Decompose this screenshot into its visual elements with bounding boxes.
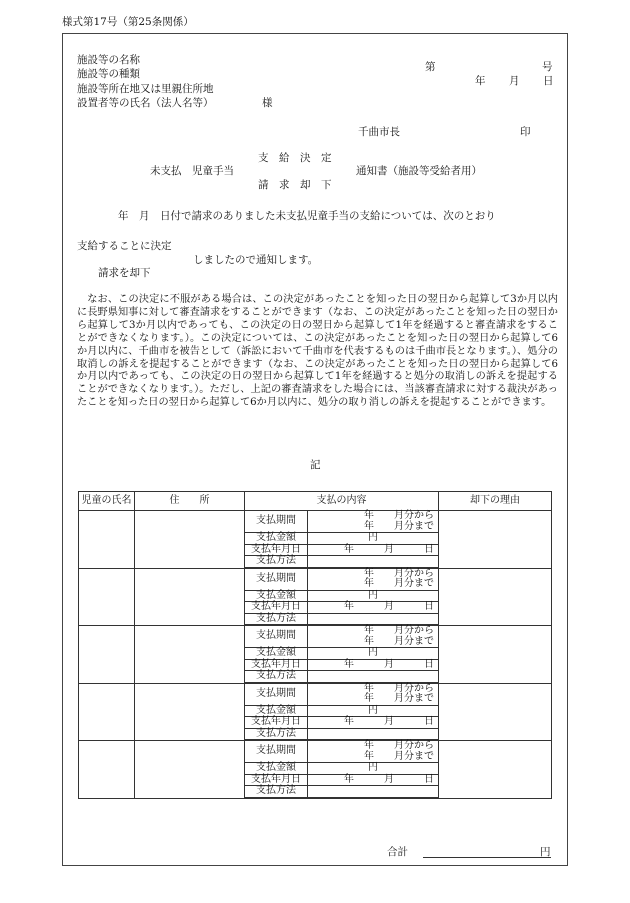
intro-option-reject: 請求を却下: [98, 267, 151, 279]
period-to: 年 月分まで: [308, 522, 439, 533]
amount-label: 支払金額: [245, 648, 308, 660]
founder-name-label: 設置者等の氏名（法人名等）: [77, 97, 214, 109]
header-address: 住 所: [135, 492, 245, 511]
date-value: 年 月 日: [308, 717, 439, 729]
total-blank-line: [423, 857, 551, 858]
date-label: 支払年月日: [245, 602, 308, 614]
amount-label: 支払金額: [245, 533, 308, 545]
address-cell[interactable]: [135, 683, 245, 741]
method-value[interactable]: [308, 786, 439, 798]
table-row: [79, 511, 552, 522]
method-label: 支払方法: [245, 728, 308, 740]
rejection-reason-cell[interactable]: [439, 683, 552, 741]
date-label: 支払年月日: [245, 659, 308, 671]
period-from: 年 月分から: [308, 568, 439, 579]
period-label: 支払期間: [245, 741, 308, 763]
amount-label: 支払金額: [245, 763, 308, 775]
period-label: 支払期間: [245, 626, 308, 648]
period-from: 年 月分から: [308, 741, 439, 752]
intro-line2: しましたので通知します。: [193, 254, 319, 266]
amount-unit: 円: [308, 590, 439, 602]
period-to: 年 月分まで: [308, 752, 439, 763]
period-from: 年 月分から: [308, 626, 439, 637]
doc-number-prefix: 第: [425, 61, 436, 73]
period-to: 年 月分まで: [308, 579, 439, 590]
amount-unit: 円: [308, 705, 439, 717]
rejection-reason-cell[interactable]: [439, 511, 552, 569]
seal-mark: 印: [520, 126, 531, 138]
title-option-reject: 請 求 却 下: [258, 179, 332, 191]
title-option-decide: 支 給 決 定: [258, 152, 332, 164]
amount-unit: 円: [308, 763, 439, 775]
date-value: 年 月 日: [308, 659, 439, 671]
date-label: 支払年月日: [245, 774, 308, 786]
method-value[interactable]: [308, 728, 439, 740]
rejection-reason-cell[interactable]: [439, 626, 552, 684]
facility-type-label: 施設等の種類: [77, 68, 140, 80]
address-cell[interactable]: [135, 626, 245, 684]
header-child-name: 児童の氏名: [79, 492, 135, 511]
date-value: 年 月 日: [308, 544, 439, 556]
ki-heading: 記: [310, 459, 321, 471]
address-cell[interactable]: [135, 511, 245, 569]
honorific: 様: [262, 97, 273, 109]
date-year: 年: [475, 75, 486, 87]
intro-line1: 年 月 日付で請求のありました未支払児童手当の支給については、次のとおり: [118, 210, 496, 222]
method-label: 支払方法: [245, 671, 308, 683]
amount-label: 支払金額: [245, 590, 308, 602]
intro-option-decide: 支給することに決定: [77, 240, 172, 252]
method-label: 支払方法: [245, 556, 308, 568]
date-value: 年 月 日: [308, 602, 439, 614]
method-value[interactable]: [308, 613, 439, 625]
rejection-reason-cell[interactable]: [439, 741, 552, 799]
child-name-cell[interactable]: [79, 683, 135, 741]
doc-number-suffix: 号: [542, 61, 553, 73]
period-label: 支払期間: [245, 683, 308, 705]
issuer-name: 千曲市長: [358, 126, 400, 138]
facility-address-label: 施設等所在地又は里親住所地: [77, 83, 214, 95]
appeal-notice: なお、この決定に不服がある場合は、この決定があったことを知った日の翌日から起算して3か月以内に長野県知事に対して審査請求をすることができます（なお、この決定があったことを知った日の翌日から起算して3か月以内であっても、この決定の日の翌日から起算して1年を経過すると審査請求をすることができなくなります。）。この決定については、この決定があったことを知った日の翌日から起算して6か月以内に、千曲市を被告として（訴訟において千曲市を代表するものは千曲市長となります。）、処分の取消しの訴えを提起することができます（なお、この決定があったことを知った日の翌日から起算して6か月以内であっても、この決定の日の翌日から起算して1年を経過すると処分の取消しの訴えを提起することができなくなります。）。ただし、上記の審査請求をした場合には、当該審査請求に対する裁決があったことを知った日の翌日から起算して6か月以内に、処分の取り消しの訴えを提起することができます。: [77, 294, 558, 409]
payment-table: [78, 491, 552, 799]
address-cell[interactable]: [135, 741, 245, 799]
period-label: 支払期間: [245, 568, 308, 590]
child-name-cell[interactable]: [79, 511, 135, 569]
method-label: 支払方法: [245, 613, 308, 625]
period-from: 年 月分から: [308, 683, 439, 694]
date-label: 支払年月日: [245, 544, 308, 556]
method-value[interactable]: [308, 671, 439, 683]
date-month: 月: [509, 75, 520, 87]
period-from: 年 月分から: [308, 511, 439, 522]
table-row: [79, 568, 552, 579]
period-label: 支払期間: [245, 511, 308, 533]
table-header-row: [79, 492, 552, 511]
rejection-reason-cell[interactable]: [439, 568, 552, 626]
date-value: 年 月 日: [308, 774, 439, 786]
total-unit: 円: [540, 846, 551, 858]
method-label: 支払方法: [245, 786, 308, 798]
header-payment-details: 支払の内容: [245, 492, 439, 511]
form-number: 様式第17号（第25条関係）: [62, 16, 194, 28]
total-label: 合計: [387, 846, 408, 858]
period-to: 年 月分まで: [308, 694, 439, 705]
facility-name-label: 施設等の名称: [77, 54, 140, 66]
child-name-cell[interactable]: [79, 568, 135, 626]
address-cell[interactable]: [135, 568, 245, 626]
amount-unit: 円: [308, 648, 439, 660]
table-row: [79, 626, 552, 637]
table-row: [79, 741, 552, 752]
period-to: 年 月分まで: [308, 637, 439, 648]
header-rejection-reason: 却下の理由: [439, 492, 552, 511]
method-value[interactable]: [308, 556, 439, 568]
title-left: 未支払 児童手当: [150, 165, 234, 177]
date-label: 支払年月日: [245, 717, 308, 729]
child-name-cell[interactable]: [79, 626, 135, 684]
table-row: [79, 683, 552, 694]
amount-label: 支払金額: [245, 705, 308, 717]
title-right: 通知書（施設等受給者用）: [356, 165, 482, 177]
date-day: 日: [543, 75, 554, 87]
amount-unit: 円: [308, 533, 439, 545]
child-name-cell[interactable]: [79, 741, 135, 799]
